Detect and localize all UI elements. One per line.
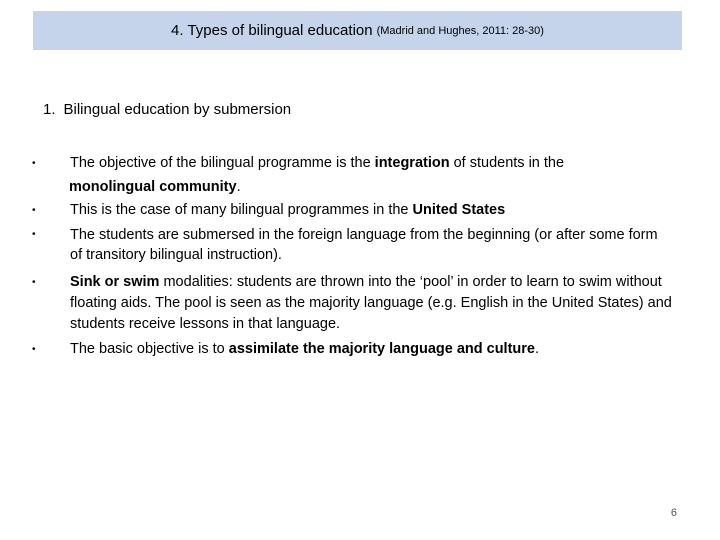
bullet-text: The basic objective is to [70,340,229,357]
bullet-text: of students in the [449,155,565,171]
section-heading-text: Bilingual education by submersion [63,101,292,118]
bullet-marker: • [32,158,36,169]
bullet-item [32,338,672,362]
bullet-marker: • [32,205,36,216]
bullet-item [32,225,672,265]
bullet-marker: • [32,343,36,355]
bullet-text: modalities: students are thrown into the ‘pool’ in order to learn to swim without floating aids. The pool is seen as the majority language (e.g. English in the United States) and students receive lessons in that language. [70,273,672,332]
slide-citation: (Madrid and Hughes, 2011: 28-30) [376,24,544,37]
bullet-text: . [534,340,540,357]
bullet-marker: • [32,228,36,240]
slide-title: 4. Types of bilingual education [171,22,373,39]
bullet-list [32,152,672,361]
bullet-bold-text: integration [374,155,450,171]
page-number: 6 [670,507,677,519]
bullet-bold-text: assimilate the majority language and culture [228,340,535,357]
bullet-bold-text: Sink or swim [70,273,160,290]
bullet-item [32,199,672,223]
bullet-marker: • [32,276,36,288]
bullet-text: . [236,178,241,195]
bullet-text: The students are submersed in the foreign language from the beginning (or after some form of transitory bilingual instruction). [70,226,658,263]
slide-title-bar [33,11,682,50]
bullet-bold-text: United States [412,202,506,218]
section-heading [43,101,291,118]
bullet-item [32,152,672,199]
bullet-continuation [69,179,241,195]
bullet-item [32,272,672,335]
bullet-text: The objective of the bilingual programme is the [70,155,375,171]
section-number: 1. [43,101,56,118]
bullet-text: This is the case of many bilingual programmes in the [70,202,413,218]
bullet-bold-text: monolingual community [69,178,237,195]
